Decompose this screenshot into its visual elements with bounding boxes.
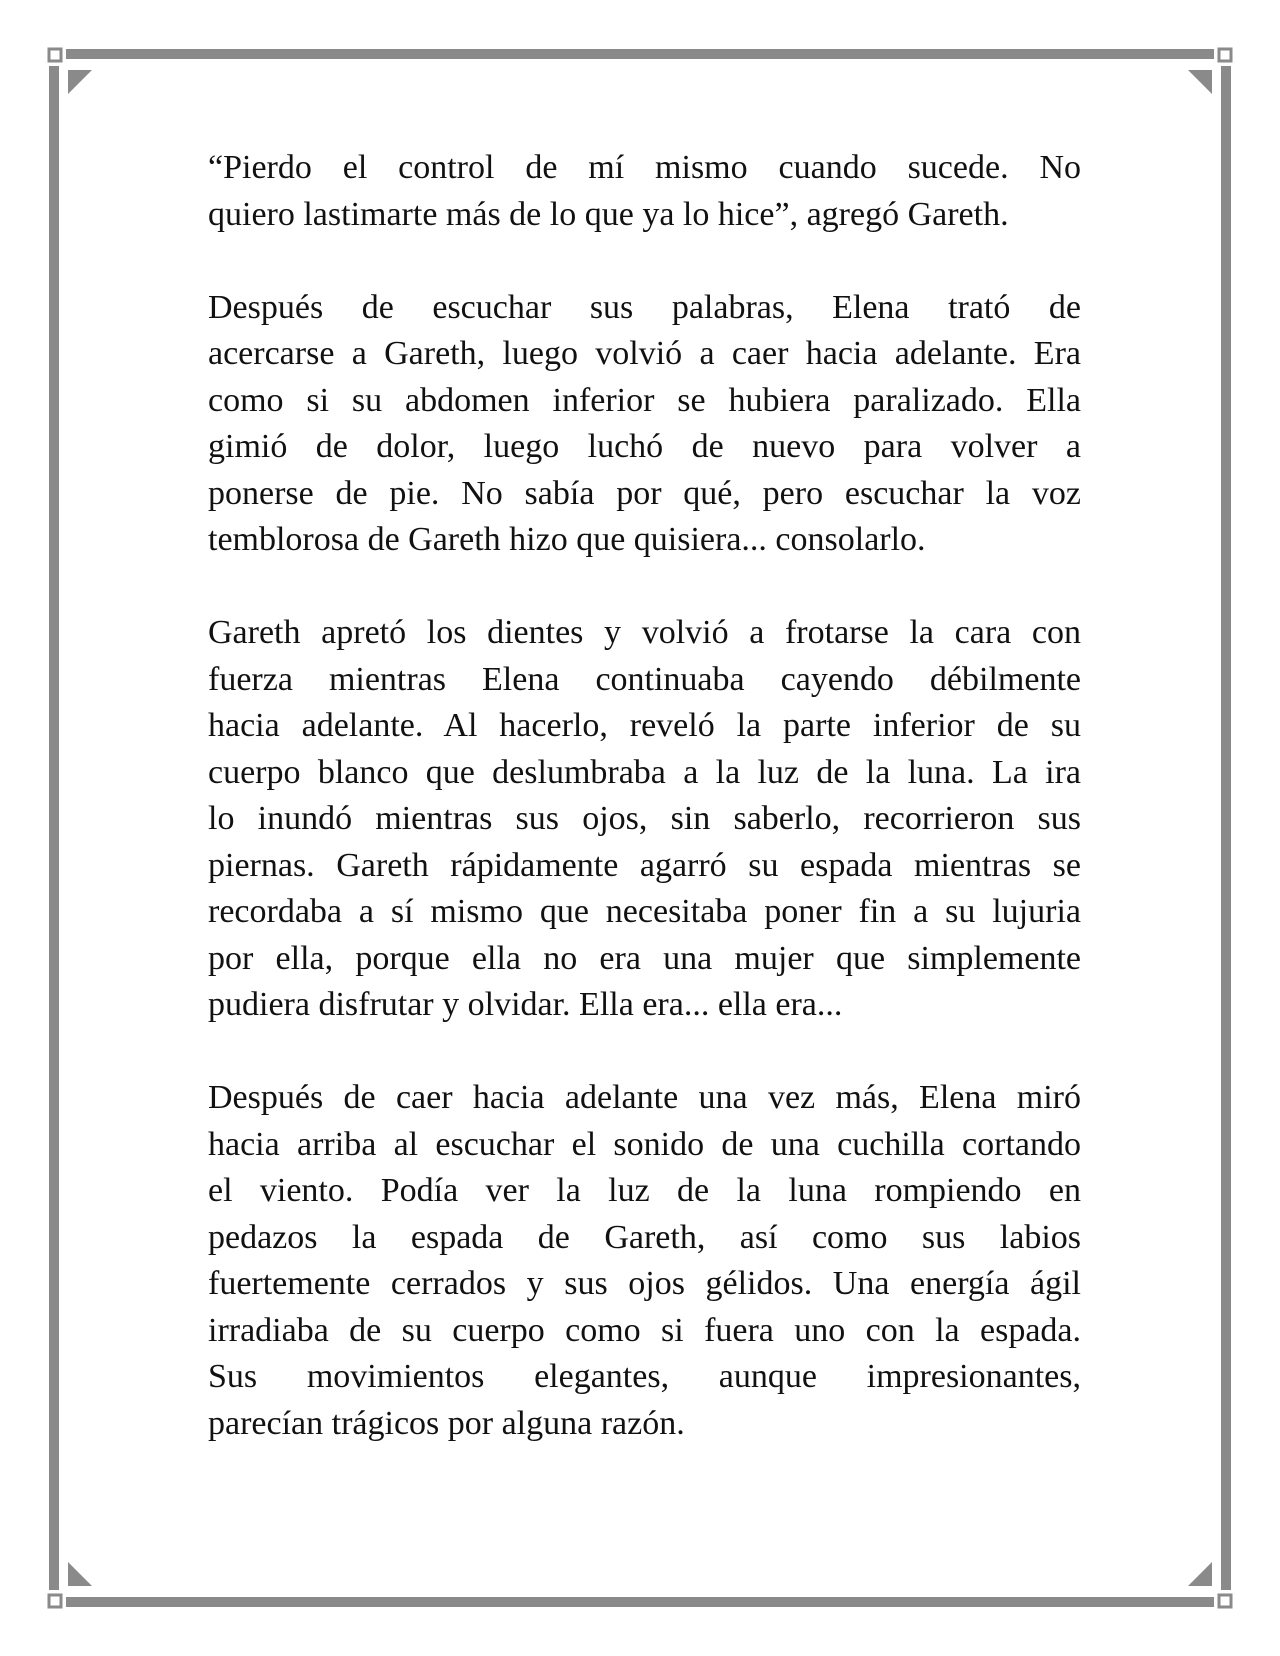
text-line: como si su abdomen inferior se hubiera paralizado. Ella [208,381,1081,419]
text-line: cuerpo blanco que deslumbraba a la luz de la luna. La ira [208,753,1081,791]
document-body [208,145,1081,1447]
text-line: quiero lastimarte más de lo que ya lo hice”, agregó Gareth. [208,195,1009,233]
text-line: el viento. Podía ver la luz de la luna rompiendo en [208,1172,1081,1209]
paragraph [208,285,1081,564]
paragraph [208,610,1081,1029]
text-line: hacia arriba al escuchar el sonido de una cuchilla cortando [208,1125,1081,1163]
text-line: por ella, porque ella no era una mujer que simplemente [208,939,1081,977]
text-line: pudiera disfrutar y olvidar. Ella era... ella era... [208,986,843,1023]
text-line: Después de escuchar sus palabras, Elena trató de [208,288,1081,326]
text-line: pedazos la espada de Gareth, así como sus labios [208,1218,1081,1256]
corner-top-right-icon [1188,70,1212,94]
paragraph [208,145,1081,238]
text-line: fuertemente cerrados y sus ojos gélidos. Una energía ágil [208,1265,1081,1302]
text-line: temblorosa de Gareth hizo que quisiera... consolarlo. [208,521,926,558]
text-line: piernas. Gareth rápidamente agarró su espada mientras se [208,846,1081,884]
text-line: parecían trágicos por alguna razón. [208,1404,685,1442]
corner-bottom-left-icon [68,1562,92,1586]
text-line: acercarse a Gareth, luego volvió a caer hacia adelante. Era [208,335,1081,372]
text-line: recordaba a sí mismo que necesitaba poner fin a su lujuria [208,893,1081,930]
text-line: ponerse de pie. No sabía por qué, pero escuchar la voz [208,474,1081,512]
text-line: Sus movimientos elegantes, aunque impresionantes, [208,1358,1081,1395]
paragraph [208,1075,1081,1447]
text-line: hacia adelante. Al hacerlo, reveló la parte inferior de su [208,707,1081,744]
corner-bottom-right-icon [1188,1562,1212,1586]
corner-top-left-icon [68,70,92,94]
text-line: irradiaba de su cuerpo como si fuera uno con la espada. [208,1311,1081,1349]
text-line: “Pierdo el control de mí mismo cuando sucede. No [208,149,1081,186]
text-line: fuerza mientras Elena continuaba cayendo débilmente [208,660,1081,698]
text-line: Gareth apretó los dientes y volvió a frotarse la cara con [208,614,1081,651]
text-line: lo inundó mientras sus ojos, sin saberlo, recorrieron sus [208,800,1081,837]
text-line: gimió de dolor, luego luchó de nuevo para volver a [208,428,1081,465]
text-line: Después de caer hacia adelante una vez más, Elena miró [208,1079,1081,1116]
